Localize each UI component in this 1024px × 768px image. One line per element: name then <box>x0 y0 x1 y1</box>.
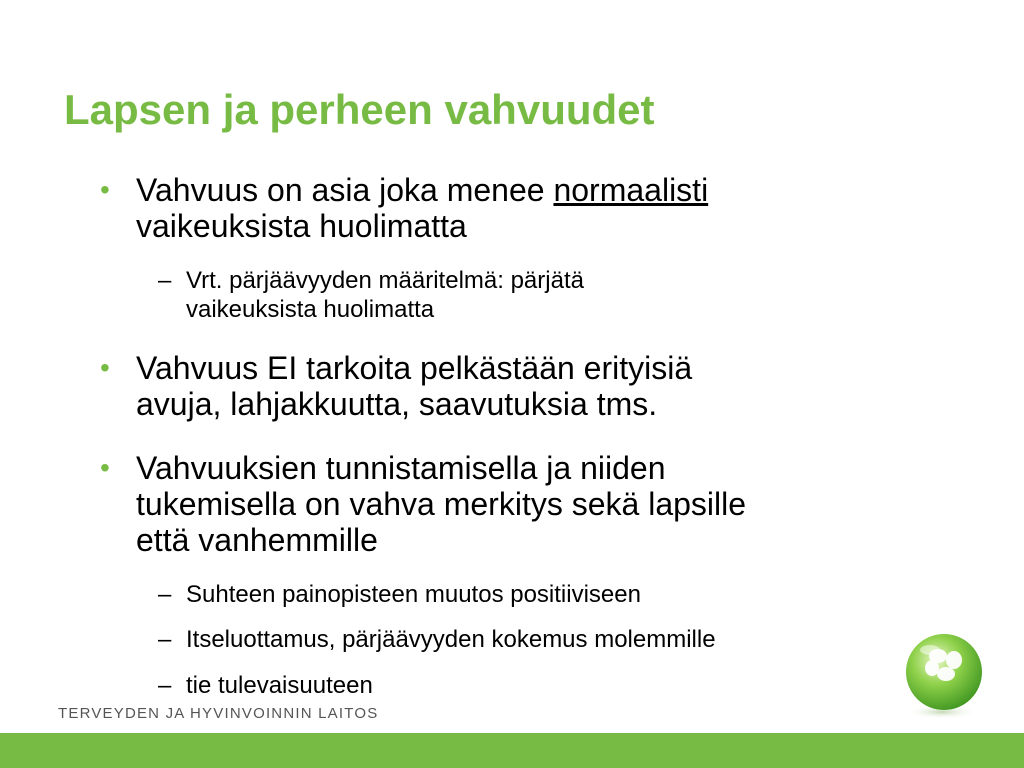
sub-item-text: Suhteen painopisteen muutos positiiviseen <box>186 581 641 608</box>
bullet-item-2 <box>100 350 936 422</box>
bullet-text: Vahvuus EI tarkoita pelkästään erityisiä <box>136 350 693 386</box>
sub-item-text: Itseluottamus, pärjäävyyden kokemus molemmille <box>186 626 716 653</box>
bullet-text-continuation: avuja, lahjakkuutta, saavutuksia tms. <box>136 386 658 422</box>
bullet-marker: • <box>100 452 110 483</box>
sub-marker: – <box>158 267 172 294</box>
bullet-text-continuation: että vanhemmille <box>136 522 378 558</box>
footer-bar <box>0 733 1024 768</box>
sub-marker: – <box>158 626 172 653</box>
sub-item-1-1 <box>158 266 966 324</box>
bullet-marker: • <box>100 174 110 205</box>
underlined-word: normaalisti <box>553 172 709 208</box>
sub-marker: – <box>158 581 172 608</box>
sub-item-text-continuation: vaikeuksista huolimatta <box>186 296 435 323</box>
bullet-marker: • <box>100 352 110 383</box>
green-sphere-logo-icon <box>892 630 992 720</box>
sub-item-text: Vrt. pärjäävyyden määritelmä: pärjätä <box>186 267 584 294</box>
slide-title: Lapsen ja perheen vahvuudet <box>64 86 655 133</box>
bullet-text: Vahvuuksien tunnistamisella ja niiden <box>136 450 666 486</box>
bullet-text-continuation: tukemisella on vahva merkitys sekä lapsille <box>136 486 747 522</box>
sub-item-text: tie tulevaisuuteen <box>186 672 373 699</box>
bullet-text: Vahvuus on asia joka menee <box>136 172 554 208</box>
sub-item-3-2 <box>158 625 966 654</box>
bullet-item-3 <box>100 450 936 558</box>
sub-item-3-3 <box>158 671 966 700</box>
bullet-text-continuation: vaikeuksista huolimatta <box>136 208 467 244</box>
sub-marker: – <box>158 672 172 699</box>
organization-name: TERVEYDEN JA HYVINVOINNIN LAITOS <box>58 705 379 722</box>
sub-item-3-1 <box>158 580 966 609</box>
bullet-item-1 <box>100 172 936 244</box>
